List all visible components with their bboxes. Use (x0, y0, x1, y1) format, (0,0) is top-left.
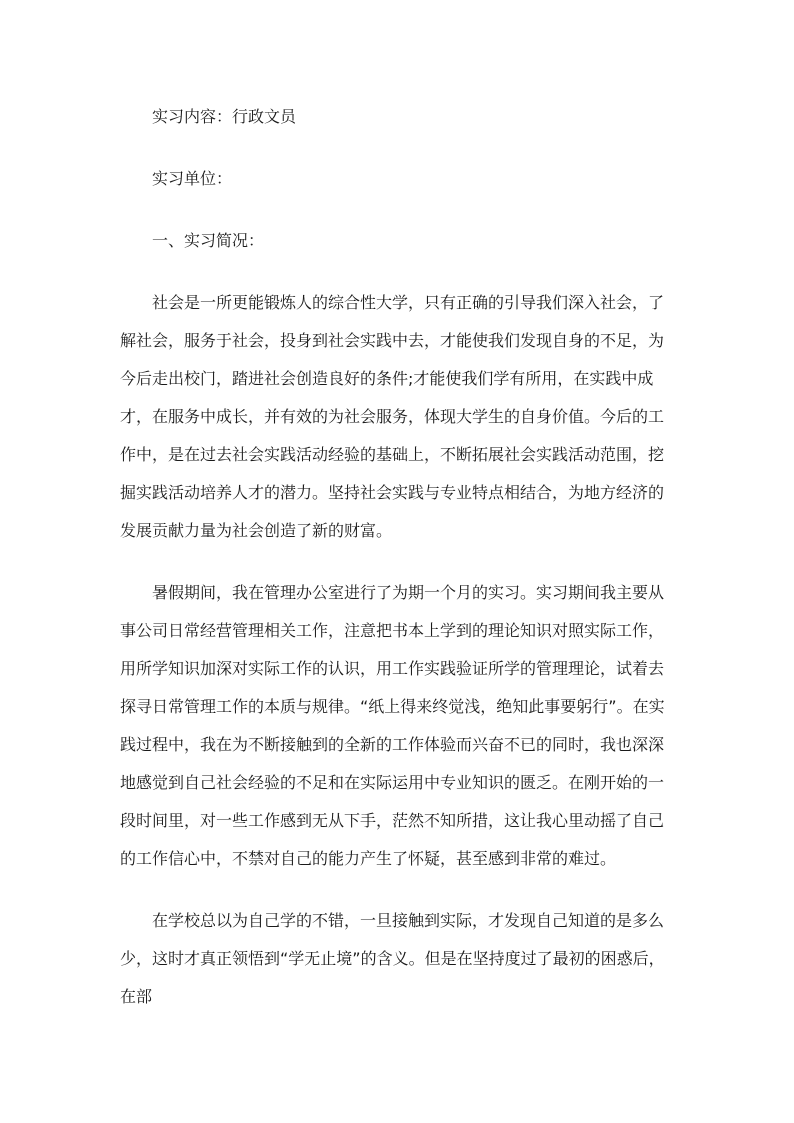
paragraph-2: 暑假期间，我在管理办公室进行了为期一个月的实习。实习期间我主要从事公司日常经营管理相关工作，注意把书本上学到的理论知识对照实际工作，用所学知识加深对实际工作的认识，用工作实践验证所学的管理理论，试着去探寻日常管理工作的本质与规律。“纸上得来终觉浅，绝知此事要躬行”。在实践过程中，我在为不断接触到的全新的工作体验而兴奋不已的同时，我也深深地感觉到自己社会经验的不足和在实际运用中专业知识的匮乏。在刚开始的一段时间里，对一些工作感到无从下手，茫然不知所措，这让我心里动摇了自己的工作信心中，不禁对自己的能力产生了怀疑，甚至感到非常的难过。 (120, 583, 665, 868)
paragraph-1: 社会是一所更能锻炼人的综合性大学，只有正确的引导我们深入社会，了解社会，服务于社会，投身到社会实践中去，才能使我们发现自身的不足，为今后走出校门，踏进社会创造良好的条件;才能使我们学有所用，在实践中成才，在服务中成长，并有效的为社会服务，体现大学生的自身价值。今后的工作中，是在过去社会实践活动经验的基础上，不断拓展社会实践活动范围，挖掘实践活动培养人才的潜力。坚持社会实践与专业特点相结合，为地方经济的发展贡献力量为社会创造了新的财富。 (120, 293, 665, 540)
intern-unit-line: 实习单位： (152, 169, 233, 188)
section-title: 一、实习简况： (152, 231, 265, 250)
paragraph-3: 在学校总以为自己学的不错，一旦接触到实际，才发现自己知道的是多么少，这时才真正领悟到“学无止境”的含义。但是在坚持度过了最初的困惑后，在部 (120, 911, 665, 1006)
intern-content-line: 实习内容：行政文员 (152, 107, 297, 126)
document-page (120, 98, 676, 1016)
